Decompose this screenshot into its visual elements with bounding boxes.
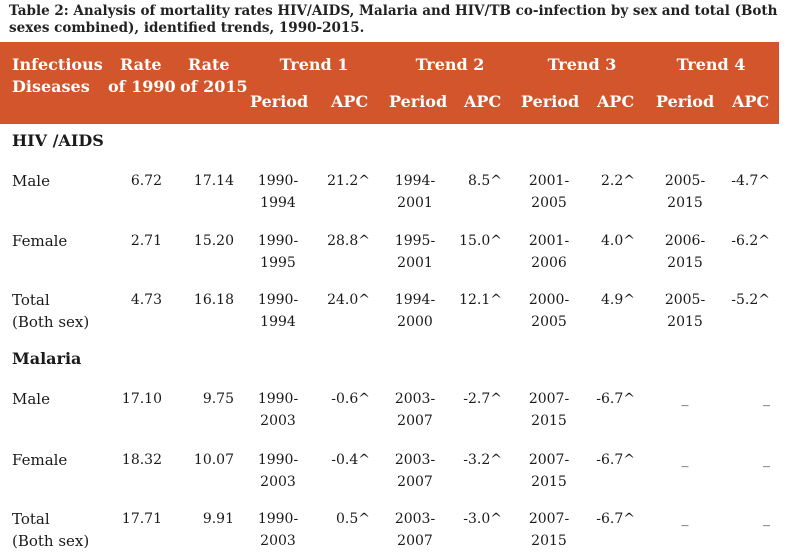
trend-1-apc: -0.4^ <box>331 452 370 468</box>
trend-2-period-start: 1994- <box>394 173 436 189</box>
trend-4-period-start: 2005- <box>664 173 706 189</box>
rate-1990-value: 4.73 <box>130 292 162 308</box>
trend-3-apc: 2.2^ <box>601 173 635 189</box>
trend-3-period-end: 2005 <box>531 314 567 330</box>
section-title-hiv: HIV /AIDS <box>12 131 104 150</box>
trend-2-period-start: 2003- <box>394 391 436 407</box>
trend-4-period-start: _ <box>681 452 689 468</box>
header-trend-3: Trend 3 <box>547 55 617 74</box>
trend-1-period-end: 2003 <box>260 533 296 549</box>
trend-4-apc: -6.2^ <box>731 233 770 249</box>
rate-2015-value: 16.18 <box>193 292 234 308</box>
trend-2-period-start: 1994- <box>394 292 436 308</box>
rate-1990-value: 6.72 <box>130 173 162 189</box>
trend-3-period-start: 2001- <box>528 173 570 189</box>
trend-2-apc: 15.0^ <box>459 233 502 249</box>
trend-2-period-start: 2003- <box>394 452 436 468</box>
trend-2-period-end: 2007 <box>397 474 433 490</box>
trend-3-period-end: 2005 <box>531 195 567 211</box>
trend-3-apc: 4.9^ <box>601 292 635 308</box>
trend-1-period-end: 1994 <box>260 314 296 330</box>
trend-3-period-start: 2007- <box>528 452 570 468</box>
header-rate1990-line1: Rate <box>120 55 162 74</box>
trend-1-apc: -0.6^ <box>331 391 370 407</box>
trend-2-period-start: 2003- <box>394 511 436 527</box>
trend-1-period-start: 1990- <box>257 292 299 308</box>
header-disease-line1: Infectious <box>12 55 103 74</box>
row-label-line2: (Both sex) <box>12 532 90 550</box>
trend-4-period-start: 2006- <box>664 233 706 249</box>
rate-2015-value: 9.91 <box>202 511 234 527</box>
trend-4-period-end: 2015 <box>667 195 703 211</box>
trend-3-period-end: 2015 <box>531 474 567 490</box>
trend-3-period-start: 2001- <box>528 233 570 249</box>
trend-2-period-end: 2001 <box>397 195 433 211</box>
rate-2015-value: 10.07 <box>193 452 234 468</box>
row-label: Male <box>12 390 50 408</box>
trend-2-period-end: 2001 <box>397 255 433 271</box>
trend-3-period-start: 2007- <box>528 511 570 527</box>
header-trend-4: Trend 4 <box>676 55 746 74</box>
rate-1990-value: 17.71 <box>121 511 162 527</box>
header-rate2015-line1: Rate <box>188 55 230 74</box>
trend-1-period-start: 1990- <box>257 452 299 468</box>
trend-1-period-start: 1990- <box>257 391 299 407</box>
trend-3-period-end: 2015 <box>531 533 567 549</box>
trend-1-apc: 0.5^ <box>336 511 370 527</box>
trend-4-apc: _ <box>763 391 770 407</box>
row-label: Female <box>12 232 68 250</box>
row-label: Male <box>12 172 50 190</box>
trend-2-period-end: 2000 <box>397 314 433 330</box>
trend-1-period-end: 1995 <box>260 255 296 271</box>
trend-1-apc: 21.2^ <box>327 173 370 189</box>
header-trend-1: Trend 1 <box>279 55 349 74</box>
header-trend-2: Trend 2 <box>415 55 485 74</box>
header-apc-2: APC <box>464 92 502 111</box>
trend-3-apc: -6.7^ <box>596 391 635 407</box>
trend-2-apc: -3.2^ <box>463 452 502 468</box>
trend-2-apc: -3.0^ <box>463 511 502 527</box>
trend-4-period-start: 2005- <box>664 292 706 308</box>
header-apc-3: APC <box>597 92 635 111</box>
header-period-4: Period <box>656 92 715 111</box>
trend-4-apc: _ <box>763 452 770 468</box>
trend-3-period-start: 2000- <box>528 292 570 308</box>
trend-1-period-start: 1990- <box>257 173 299 189</box>
trend-1-period-end: 1994 <box>260 195 296 211</box>
trend-3-period-start: 2007- <box>528 391 570 407</box>
row-label-line2: (Both sex) <box>12 313 90 331</box>
trend-3-apc: -6.7^ <box>596 452 635 468</box>
row-label: Total <box>12 291 50 309</box>
header-period-3: Period <box>521 92 580 111</box>
trend-3-period-end: 2006 <box>531 255 567 271</box>
trend-2-apc: 12.1^ <box>459 292 502 308</box>
table-caption: Table 2: Analysis of mortality rates HIV/AIDS, Malaria and HIV/TB co-infection by sex and total (Both sexes combined), identified trends, 1990-2015. <box>9 3 778 36</box>
rate-1990-value: 17.10 <box>121 391 162 407</box>
trend-4-apc: _ <box>763 511 770 527</box>
header-rate2015-line2: of 2015 <box>180 77 248 96</box>
trend-3-apc: 4.0^ <box>601 233 635 249</box>
trend-1-period-start: 1990- <box>257 233 299 249</box>
header-period-1: Period <box>250 92 309 111</box>
trend-2-apc: 8.5^ <box>468 173 502 189</box>
trend-4-apc: -5.2^ <box>731 292 770 308</box>
header-apc-1: APC <box>331 92 369 111</box>
rate-2015-value: 15.20 <box>193 233 234 249</box>
trend-1-period-start: 1990- <box>257 511 299 527</box>
rate-2015-value: 9.75 <box>202 391 234 407</box>
rate-1990-value: 18.32 <box>121 452 162 468</box>
trend-1-period-end: 2003 <box>260 474 296 490</box>
header-apc-4: APC <box>732 92 770 111</box>
rate-2015-value: 17.14 <box>193 173 234 189</box>
trend-3-period-end: 2015 <box>531 413 567 429</box>
trend-1-apc: 28.8^ <box>327 233 370 249</box>
trend-1-apc: 24.0^ <box>327 292 370 308</box>
section-title-malaria: Malaria <box>12 349 82 368</box>
trend-2-apc: -2.7^ <box>463 391 502 407</box>
trend-2-period-end: 2007 <box>397 413 433 429</box>
header-rate1990-line2: of 1990 <box>108 77 176 96</box>
row-label: Female <box>12 451 68 469</box>
trend-4-period-end: 2015 <box>667 255 703 271</box>
header-disease-line2: Diseases <box>12 77 90 96</box>
trend-4-period-end: 2015 <box>667 314 703 330</box>
header-period-2: Period <box>389 92 448 111</box>
rate-1990-value: 2.71 <box>130 233 162 249</box>
trend-1-period-end: 2003 <box>260 413 296 429</box>
trend-4-period-start: _ <box>681 511 689 527</box>
row-label: Total <box>12 510 50 528</box>
trend-4-apc: -4.7^ <box>731 173 770 189</box>
trend-3-apc: -6.7^ <box>596 511 635 527</box>
trend-2-period-start: 1995- <box>394 233 436 249</box>
trend-4-period-start: _ <box>681 391 689 407</box>
trend-2-period-end: 2007 <box>397 533 433 549</box>
